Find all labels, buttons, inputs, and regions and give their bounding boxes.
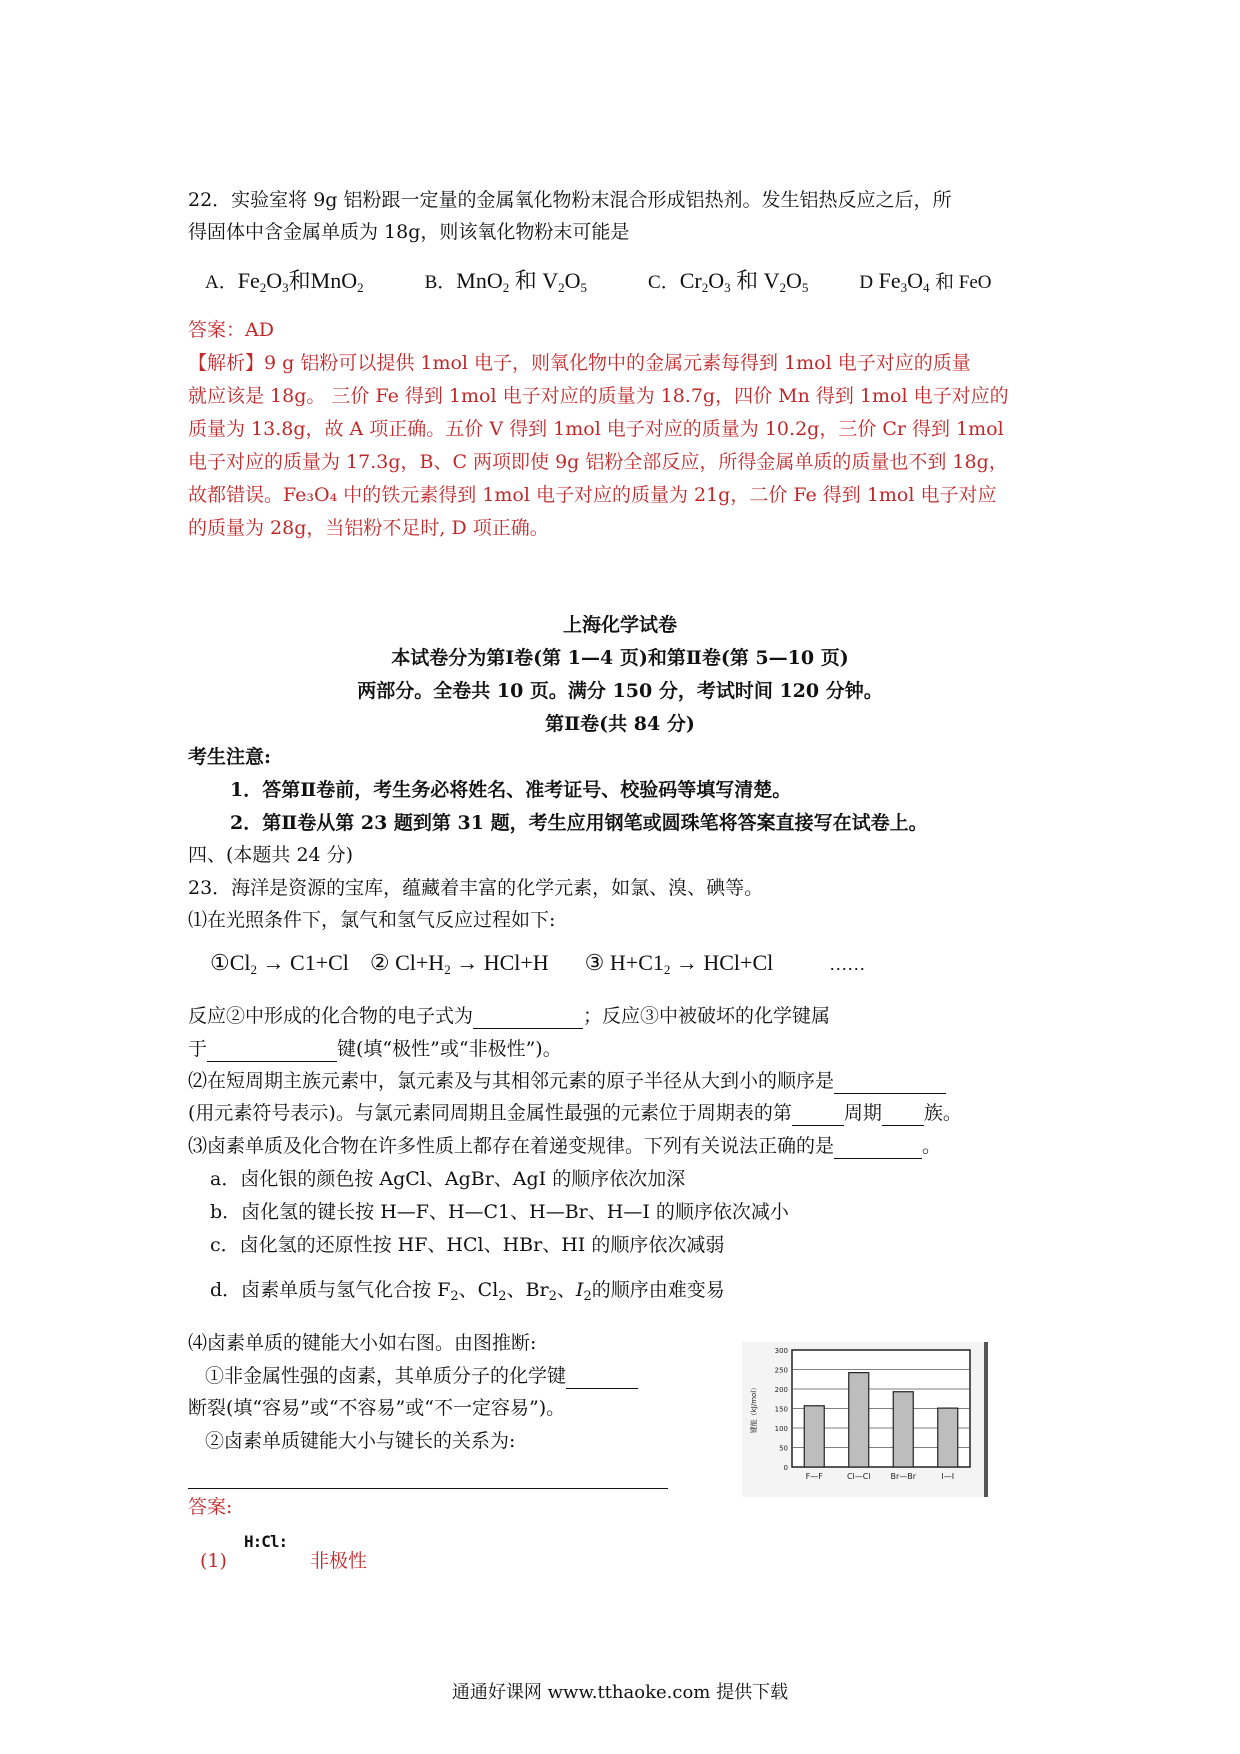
q23-part4-2: 断裂(填“容易”或“不容易”或“不一定容易”)。 (188, 1397, 566, 1419)
chart-y-tick-label: 150 (774, 1405, 788, 1414)
q23-part2: ⑵在短周期主族元素中，氯元素及与其相邻元素的原子半径从大到小的顺序是 (188, 1068, 946, 1094)
chart-x-tick-label: F—F (805, 1472, 823, 1481)
exam-title: 上海化学试卷 (562, 614, 677, 636)
section-four: 四、(本题共 24 分) (188, 844, 354, 866)
q23-option-c: c．卤化氢的还原性按 HF、HCl、HBr、HI 的顺序依次减弱 (210, 1234, 725, 1256)
notice-1: 1．答第Ⅱ卷前，考生务必将姓名、准考证号、校验码等填写清楚。 (230, 779, 792, 801)
chart-y-tick-label: 250 (774, 1366, 788, 1375)
blank-bond-type[interactable] (207, 1041, 337, 1062)
q23-intro: 23．海洋是资源的宝库，蕴藏着丰富的化学元素，如氯、溴、碘等。 (188, 877, 764, 899)
q23-answer-1-label: (1) (200, 1550, 227, 1572)
chart-y-tick-label: 200 (774, 1386, 788, 1394)
chart-y-tick-label: 50 (779, 1444, 788, 1453)
q22-analysis-1: 【解析】9 g 铝粉可以提供 1mol 电子，则氧化物中的金属元素每得到 1mol 电子对应的质量 (188, 352, 971, 374)
chart-bar (938, 1408, 958, 1467)
exam-subtitle-1: 本试卷分为第Ⅰ卷(第 1—4 页)和第Ⅱ卷(第 5—10 页) (391, 647, 849, 669)
chart-bar (893, 1392, 913, 1467)
chart-y-tick-label: 300 (774, 1347, 788, 1355)
q22-analysis-6: 的质量为 28g，当铝粉不足时, D 项正确。 (188, 517, 549, 539)
chart-x-tick-label: Br—Br (890, 1472, 917, 1481)
q23-part1: ⑴在光照条件下，氯气和氢气反应过程如下: (188, 909, 556, 931)
q23-part3: ⑶卤素单质及化合物在许多性质上都存在着递变规律。下列有关说法正确的是 。 (188, 1135, 942, 1157)
q22-line2: 得固体中含金属单质为 18g，则该氧化物粉末可能是 (188, 221, 630, 243)
blank-correct-option[interactable] (834, 1138, 922, 1159)
blank-radius-order[interactable] (834, 1073, 946, 1094)
q23-part1-question-2: 于 键(填“极性”或“非极性”)。 (188, 1038, 562, 1060)
q23-part4-1: ①非金属性强的卤素，其单质分子的化学键 (205, 1363, 638, 1389)
bond-energy-chart (742, 1342, 988, 1497)
chart-y-tick-label: 0 (783, 1464, 788, 1472)
blank-bond-break[interactable] (566, 1368, 638, 1389)
exam-subtitle-2: 两部分。全卷共 10 页。满分 150 分，考试时间 120 分钟。 (357, 680, 883, 702)
exam-subtitle-3: 第Ⅱ卷(共 84 分) (545, 713, 695, 735)
q22-line1: 22．实验室将 9g 铝粉跟一定量的金属氧化物粉末混合形成铝热剂。发生铝热反应之后，所 (188, 189, 952, 211)
q23-answer-heading: 答案: (188, 1496, 233, 1518)
q22-analysis-3: 质量为 13.8g，故 A 项正确。五价 V 得到 1mol 电子对应的质量为 10.2g，三价 Cr 得到 1mol (188, 418, 1004, 440)
chart-x-tick-label: Cl—Cl (846, 1472, 871, 1481)
chart-y-tick-label: 100 (774, 1425, 788, 1433)
page-footer: 通通好课网 www.tthaoke.com 提供下载 (451, 1682, 789, 1703)
chart-x-tick-label: I—I (941, 1472, 955, 1481)
q22-options: A．$Fe_2O_3$和MnO$_2$ B．MnO$_2$ 和 $V_2O_5$ C．$Cr_2O_3$ 和 $V_2O_5$ D $Fe_3O_4$ 和 FeO (205, 268, 992, 295)
chart-y-axis-label: 键能（kJ/mol） (750, 1383, 758, 1434)
q23-part4: ⑷卤素单质的键能大小如右图。由图推断: (188, 1332, 537, 1354)
q22-analysis-2: 就应该是 18g。 三价 Fe 得到 1mol 电子对应的质量为 18.7g，四价 Mn 得到 1mol 电子对应的 (188, 385, 1009, 407)
q23-part4-3: ②卤素单质键能大小与键长的关系为: (205, 1430, 516, 1452)
q23-option-d: d．卤素单质与氢气化合按 $F_2$、$Cl_2$、$Br_2$、$I_2$的顺序由难变易 (210, 1279, 725, 1304)
chart-bar (804, 1406, 824, 1467)
q22-analysis-4: 电子对应的质量为 17.3g，B、C 两项即使 9g 铝粉全部反应，所得金属单质的质量也不到 18g， (188, 451, 1008, 473)
blank-bond-relation[interactable] (188, 1488, 668, 1489)
q22-answer: 答案：AD (188, 319, 274, 341)
blank-group[interactable] (882, 1105, 924, 1126)
q23-part1-question: 反应②中形成的化合物的电子式为 ；反应③中被破坏的化学键属 (188, 1005, 831, 1027)
hcl-electron-formula: H:Cl: (244, 1532, 288, 1551)
q23-option-b: b．卤化氢的键长按 H—F、H—C1、H—Br、H—I 的顺序依次减小 (210, 1201, 789, 1223)
chart-bar (849, 1373, 869, 1467)
q23-answer-nonpolar: 非极性 (310, 1550, 368, 1572)
q22-analysis-5: 故都错误。Fe₃O₄ 中的铁元素得到 1mol 电子对应的质量为 21g，二价 Fe 得到 1mol 电子对应 (188, 484, 997, 506)
blank-electron-formula[interactable] (473, 1008, 583, 1029)
q23-option-a: a．卤化银的颜色按 AgCl、AgBr、AgI 的顺序依次加深 (210, 1168, 686, 1190)
notice-2: 2．第Ⅱ卷从第 23 题到第 31 题，考生应用钢笔或圆珠笔将答案直接写在试卷上。 (230, 812, 928, 834)
blank-period[interactable] (792, 1105, 844, 1126)
q23-part2-b: (用元素符号表示)。与氯元素同周期且金属性最强的元素位于周期表的第 周期 族。 (188, 1102, 962, 1124)
notice-heading: 考生注意: (188, 746, 272, 768)
q23-reactions: $①Cl_2 \to C1+Cl$ ② $Cl+H_2 \to HCl+H$ ③ $H+C1_2 \to HCl+Cl$ …… (210, 950, 866, 977)
